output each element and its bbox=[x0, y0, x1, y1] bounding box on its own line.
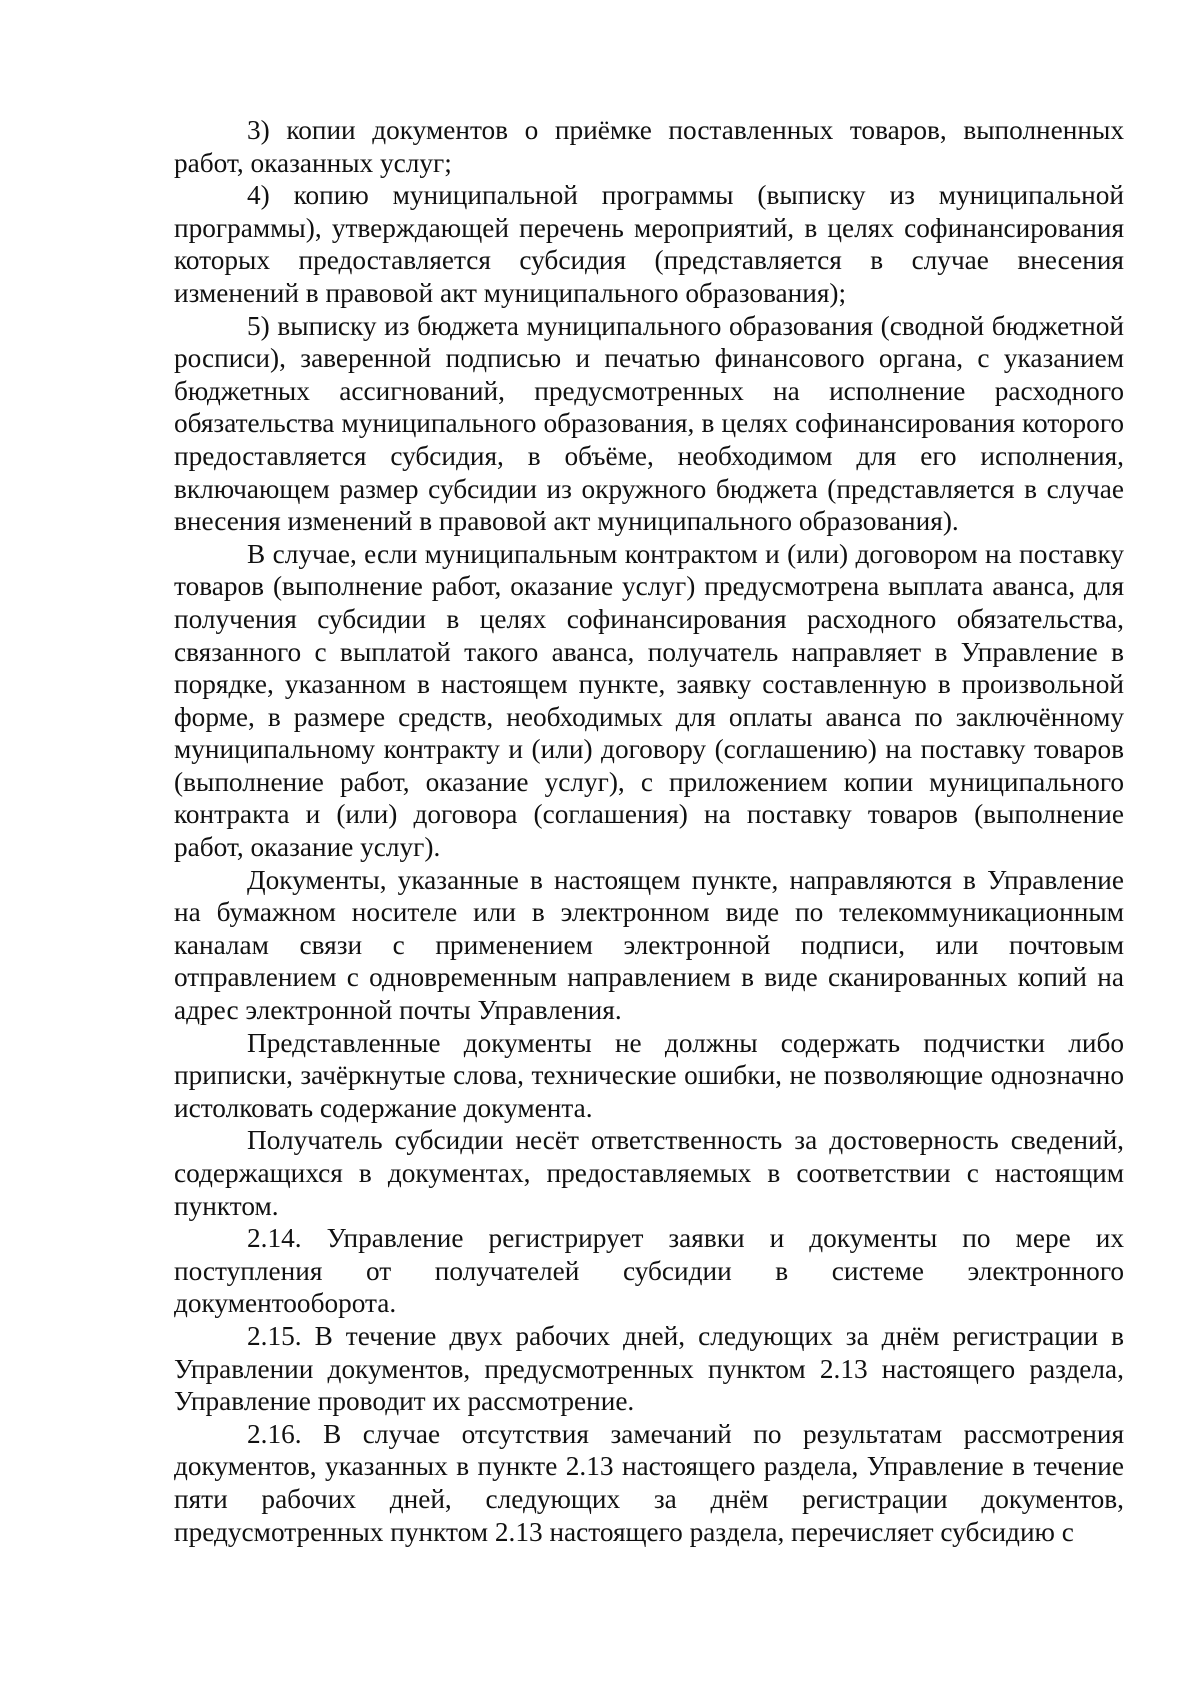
paragraph-clause-2-14: 2.14. Управление регистрирует заявки и документы по мере их поступления от получателей субсидии в системе электронного документооборота. bbox=[174, 1223, 1124, 1319]
paragraph-advance-payment: В случае, если муниципальным контрактом и (или) договором на поставку товаров (выполнение работ, оказание услуг) предусмотрена выплата аванса, для получения субсидии в целях софинансирования расходного обязательства, связанного с выплатой такого аванса, получатель направляет в Управление в порядке, указанном в настоящем пункте, заявку составленную в произвольной форме, в размере средств, необходимых для оплаты аванса по заключённому муниципальному контракту и (или) договору (соглашению) на поставку товаров (выполнение работ, оказание услуг), с приложением копии муниципального контракта и (или) договора (соглашения) на поставку товаров (выполнение работ, оказание услуг). bbox=[174, 538, 1124, 863]
document-page bbox=[174, 114, 1124, 1548]
paragraph-clause-2-16: 2.16. В случае отсутствия замечаний по результатам рассмотрения документов, указанных в пункте 2.13 настоящего раздела, Управление в течение пяти рабочих дней, следующих за днём регистрации документов, предусмотренных пунктом 2.13 настоящего раздела, перечисляет субсидию с bbox=[174, 1418, 1124, 1547]
paragraph-clause-2-15: 2.15. В течение двух рабочих дней, следующих за днём регистрации в Управлении документов, предусмотренных пунктом 2.13 настоящего раздела, Управление проводит их рассмотрение. bbox=[174, 1320, 1124, 1417]
paragraph-submission-method: Документы, указанные в настоящем пункте, направляются в Управление на бумажном носителе или в электронном виде по телекоммуникационным каналам связи с применением электронной подписи, или почтовым отправлением с одновременным направлением в виде сканированных копий на адрес электронной почты Управления. bbox=[174, 864, 1124, 1026]
paragraph-document-requirements: Представленные документы не должны содержать подчистки либо приписки, зачёркнутые слова, технические ошибки, не позволяющие однозначно истолковать содержание документа. bbox=[174, 1027, 1124, 1123]
paragraph-item-5: 5) выписку из бюджета муниципального образования (сводной бюджетной росписи), заверенной подписью и печатью финансового органа, с указанием бюджетных ассигнований, предусмотренных на исполнение расходного обязательства муниципального образования, в целях софинансирования которого предоставляется субсидия, в объёме, необходимом для его исполнения, включающем размер субсидии из окружного бюджета (представляется в случае внесения изменений в правовой акт муниципального образования). bbox=[174, 310, 1124, 537]
paragraph-recipient-responsibility: Получатель субсидии несёт ответственность за достоверность сведений, содержащихся в документах, предоставляемых в соответствии с настоящим пунктом. bbox=[174, 1125, 1124, 1221]
paragraph-item-3: 3) копии документов о приёмке поставленных товаров, выполненных работ, оказанных услуг; bbox=[174, 115, 1124, 178]
paragraph-item-4: 4) копию муниципальной программы (выписку из муниципальной программы), утверждающей перечень мероприятий, в целях софинансирования которых предоставляется субсидия (представляется в случае внесения изменений в правовой акт муниципального образования); bbox=[174, 180, 1124, 308]
